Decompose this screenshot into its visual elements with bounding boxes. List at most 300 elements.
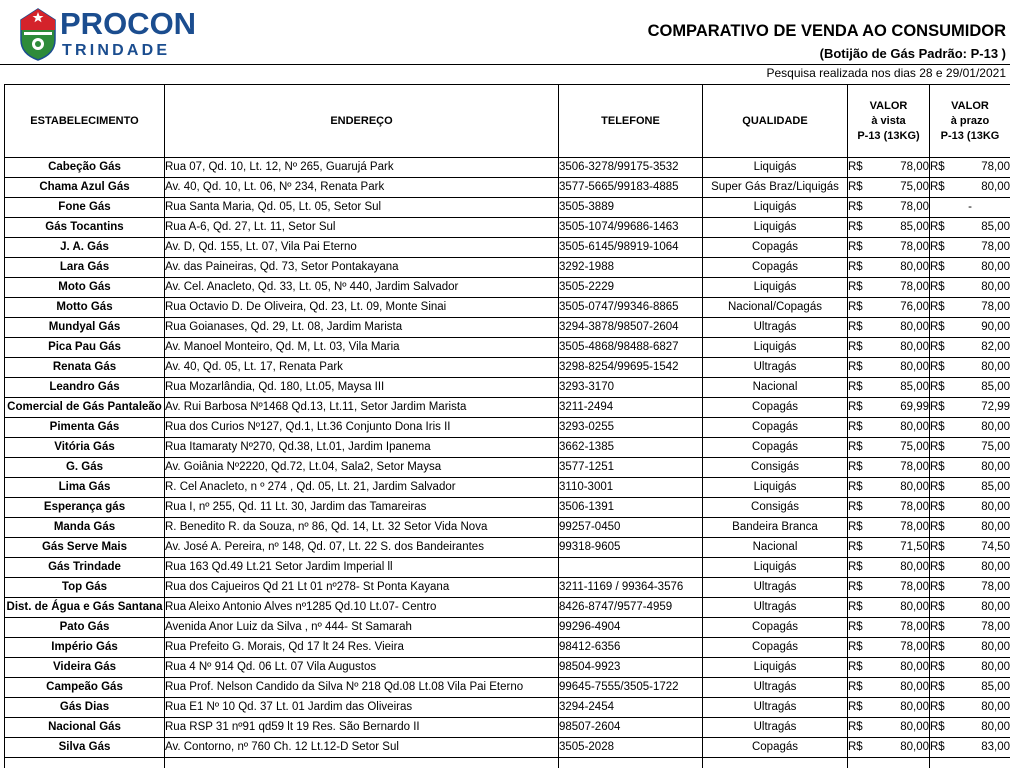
price-amount: 72,99 [981,398,1010,417]
price-value [848,278,929,297]
price-amount: 78,00 [981,578,1010,597]
procon-logo [18,4,178,64]
col-header-vista-line3: P-13 (13KG) [848,129,929,144]
table-row [5,258,1010,278]
cell-estabelecimento: Silva Gás [5,738,165,758]
cell-telefone: 98504-9923 [559,658,703,678]
cell-endereco: Rua 4 Nº 914 Qd. 06 Lt. 07 Vila Augustos [165,658,559,678]
currency-symbol: R$ [930,298,945,317]
price-amount: 80,00 [981,278,1010,297]
cell-estabelecimento: Gás Tocantins [5,218,165,238]
cell-telefone: 8426-8747/9577-4959 [559,598,703,618]
cell-estabelecimento: Cabeção Gás [5,158,165,178]
cell-estabelecimento: Campeão Gás [5,678,165,698]
cell-endereco: Av. Manoel Monteiro, Qd. M, Lt. 03, Vila Maria [165,338,559,358]
price-value [930,678,1010,697]
cell-telefone: 3505-3889 [559,198,703,218]
cell-qualidade: Ultragás [703,598,848,618]
cell-valor-vista [848,658,930,678]
table-row [5,738,1010,758]
currency-symbol: R$ [930,578,945,597]
cell-valor-prazo [930,278,1010,298]
cell-estabelecimento: Nacional Gás [5,718,165,738]
price-amount: 85,00 [981,378,1010,397]
cell-telefone: 3505-2028 [559,738,703,758]
table-row [5,278,1010,298]
price-amount: 90,00 [981,318,1010,337]
currency-symbol: R$ [930,618,945,637]
col-header-prazo-line1: VALOR [930,99,1010,114]
cell-estabelecimento: Manda Gás [5,518,165,538]
cell-endereco: Av. Rui Barbosa Nº1468 Qd.13, Lt.11, Setor Jardim Marista [165,398,559,418]
cell-telefone: 99257-0450 [559,518,703,538]
currency-symbol: R$ [930,598,945,617]
table-row [5,618,1010,638]
page-title: COMPARATIVO DE VENDA AO CONSUMIDOR [648,22,1006,41]
price-amount: 71,50 [900,538,929,557]
price-amount: 80,00 [900,658,929,677]
cell-qualidade: Ultragás [703,318,848,338]
currency-symbol: R$ [848,458,863,477]
currency-symbol: R$ [930,458,945,477]
price-amount: 80,00 [900,418,929,437]
cell-telefone: 3506-3278/99175-3532 [559,158,703,178]
empty-price-dash: - [930,198,1010,217]
currency-symbol: R$ [930,438,945,457]
cell-estabelecimento: Pato Gás [5,618,165,638]
currency-symbol: R$ [930,398,945,417]
cell-valor-prazo [930,358,1010,378]
cell-valor-vista [848,318,930,338]
currency-symbol: R$ [930,278,945,297]
currency-symbol: R$ [930,258,945,277]
cell-endereco: Rua RSP 31 nº91 qd59 lt 19 Res. São Bernardo II [165,718,559,738]
price-amount: 80,00 [981,418,1010,437]
currency-symbol: R$ [848,198,863,217]
cell-valor-prazo [930,378,1010,398]
price-amount: 80,00 [981,558,1010,577]
cell-endereco: R. Cel Anacleto, n º 274 , Qd. 05, Lt. 21, Jardim Salvador [165,478,559,498]
price-value [848,418,929,437]
cell-qualidade: Nacional/Copagás [703,298,848,318]
cell-qualidade: Ultragás [703,718,848,738]
price-amount: 85,00 [900,378,929,397]
table-row [5,638,1010,658]
table-row [5,158,1010,178]
currency-symbol: R$ [930,378,945,397]
price-value [930,738,1010,757]
cell-estabelecimento: Comercial de Gás Pantaleão [5,398,165,418]
price-amount: 80,00 [900,718,929,737]
table-row [5,198,1010,218]
price-amount: 78,00 [900,158,929,177]
col-header-valor-vista [848,85,930,158]
price-amount: 75,00 [900,178,929,197]
currency-symbol: R$ [848,318,863,337]
cell-telefone: 3506-1391 [559,498,703,518]
table-row [5,298,1010,318]
cell-valor-prazo [930,198,1010,218]
cell-valor-prazo [930,458,1010,478]
price-value [848,398,929,417]
cell-valor-vista [848,258,930,278]
price-value [848,638,929,657]
price-value [848,338,929,357]
price-value [848,458,929,477]
price-value [930,558,1010,577]
cell-endereco: Rua dos Cajueiros Qd 21 Lt 01 nº278- St Ponta Kayana [165,578,559,598]
currency-symbol: R$ [930,738,945,757]
cell-qualidade: Liquigás [703,558,848,578]
price-value [848,238,929,257]
currency-symbol: R$ [930,498,945,517]
cell-endereco: Av. José A. Pereira, nº 148, Qd. 07, Lt. 22 S. dos Bandeirantes [165,538,559,558]
cell-valor-vista [848,518,930,538]
currency-symbol: R$ [930,158,945,177]
cell-telefone: 99645-7555/3505-1722 [559,678,703,698]
cell-valor-prazo [930,478,1010,498]
price-amount: 78,00 [981,238,1010,257]
table-row [5,178,1010,198]
cell-estabelecimento: J. A. Gás [5,238,165,258]
table-row [5,238,1010,258]
cell-telefone: 3298-8254/99695-1542 [559,358,703,378]
price-value [930,518,1010,537]
col-header-prazo-line3: P-13 (13KG [930,129,1010,144]
cell-estabelecimento: Dist. de Água e Gás Santana [5,598,165,618]
price-value [848,218,929,237]
price-amount: 78,00 [900,618,929,637]
price-value [848,378,929,397]
page-subtitle: (Botijão de Gás Padrão: P-13 ) [820,46,1006,61]
cell-qualidade: Liquigás [703,658,848,678]
cell-endereco: Av. 40, Qd. 10, Lt. 06, Nº 234, Renata Park [165,178,559,198]
cell-valor-prazo [930,538,1010,558]
cell-qualidade: Copagás [703,258,848,278]
table-row [5,598,1010,618]
price-amount: 78,00 [900,578,929,597]
table-row [5,438,1010,458]
cell-qualidade: Liquigás [703,158,848,178]
currency-symbol: R$ [930,338,945,357]
col-header-valor-prazo [930,85,1010,158]
cell-estabelecimento: Mundyal Gás [5,318,165,338]
price-amount: 78,00 [981,158,1010,177]
cell-valor-prazo [930,258,1010,278]
cell-valor-vista [848,578,930,598]
cell-qualidade: Liquigás [703,218,848,238]
cell-valor-vista [848,718,930,738]
currency-symbol: R$ [848,338,863,357]
price-amount: 80,00 [900,358,929,377]
cell-endereco: Av. Contorno, nº 760 Ch. 12 Lt.12-D Setor Sul [165,738,559,758]
col-header-qualidade: QUALIDADE [703,85,848,158]
price-value [930,718,1010,737]
currency-symbol: R$ [930,698,945,717]
price-value [930,578,1010,597]
price-value [930,638,1010,657]
cell-qualidade: Copagás [703,418,848,438]
currency-symbol: R$ [848,298,863,317]
cell-valor-vista [848,158,930,178]
cell-telefone: 3505-6145/98919-1064 [559,238,703,258]
price-value [930,298,1010,317]
price-value [930,358,1010,377]
cell-estabelecimento: Videira Gás [5,658,165,678]
col-header-prazo-line2: à prazo [930,114,1010,129]
price-amount: 69,99 [900,398,929,417]
price-amount: 80,00 [981,698,1010,717]
cell-endereco: Av. das Paineiras, Qd. 73, Setor Pontakayana [165,258,559,278]
cell-valor-vista [848,678,930,698]
currency-symbol: R$ [930,658,945,677]
cell-endereco: Rua Prefeito G. Morais, Qd 17 lt 24 Res. Vieira [165,638,559,658]
table-row [5,378,1010,398]
cell-valor-vista [848,598,930,618]
cell-telefone: 3505-1074/99686-1463 [559,218,703,238]
price-value [930,618,1010,637]
price-value [930,698,1010,717]
cell-valor-prazo [930,598,1010,618]
col-header-telefone: TELEFONE [559,85,703,158]
cell-valor-prazo [930,178,1010,198]
cell-telefone: 3110-3001 [559,478,703,498]
currency-symbol: R$ [848,158,863,177]
cell-estabelecimento: Fone Gás [5,198,165,218]
price-amount: 80,00 [981,458,1010,477]
cell-estabelecimento: Gás Trindade [5,558,165,578]
currency-symbol: R$ [848,238,863,257]
cell-valor-vista [848,618,930,638]
table-row [5,458,1010,478]
cell-telefone: 3505-2229 [559,278,703,298]
price-amount: 80,00 [900,698,929,717]
cell-valor-prazo [930,338,1010,358]
table-header-row [5,85,1010,158]
currency-symbol: R$ [848,438,863,457]
currency-symbol: R$ [930,178,945,197]
cell-valor-vista [848,478,930,498]
price-value [930,238,1010,257]
cell-valor-vista [848,218,930,238]
price-value [848,318,929,337]
price-value [848,578,929,597]
cell-estabelecimento: Leandro Gás [5,378,165,398]
col-header-vista-line1: VALOR [848,99,929,114]
table-row [5,518,1010,538]
price-amount: 78,00 [900,238,929,257]
table-row [5,658,1010,678]
cell-valor-vista [848,498,930,518]
cell-valor-vista [848,438,930,458]
table-row [5,418,1010,438]
cell-valor-prazo [930,298,1010,318]
cell-qualidade: Nacional [703,378,848,398]
cell-endereco: Rua 07, Qd. 10, Lt. 12, Nº 265, Guarujá Park [165,158,559,178]
price-amount: 85,00 [900,218,929,237]
currency-symbol: R$ [848,218,863,237]
price-value [848,198,929,217]
cell-valor-prazo [930,518,1010,538]
cell-valor-vista [848,178,930,198]
cell-qualidade: Bandeira Branca [703,518,848,538]
cell-valor-vista [848,738,930,758]
cell-estabelecimento: Império Gás [5,638,165,658]
price-amount: 78,00 [981,298,1010,317]
cell-valor-vista [848,398,930,418]
price-value [930,318,1010,337]
price-value [930,398,1010,417]
cell-endereco: Rua Mozarlândia, Qd. 180, Lt.05, Maysa III [165,378,559,398]
price-comparison-table [4,84,1010,768]
cell-qualidade: Ultragás [703,578,848,598]
price-value [930,498,1010,517]
table-row [5,578,1010,598]
cell-qualidade: Super Gás Braz/Liquigás [703,178,848,198]
currency-symbol: R$ [848,538,863,557]
table-row [5,358,1010,378]
currency-symbol: R$ [848,278,863,297]
table-row [5,478,1010,498]
price-value [930,658,1010,677]
cell-endereco: Av. 40, Qd. 05, Lt. 17, Renata Park [165,358,559,378]
price-value [930,538,1010,557]
cell-valor-prazo [930,718,1010,738]
cell-valor-prazo [930,438,1010,458]
cell-endereco: Rua Santa Maria, Qd. 05, Lt. 05, Setor Sul [165,198,559,218]
cell-qualidade: Copagás [703,238,848,258]
cell-estabelecimento: Esperança gás [5,498,165,518]
cell-valor-vista [848,558,930,578]
cell-telefone: 3294-2454 [559,698,703,718]
cell-endereco: Av. Cel. Anacleto, Qd. 33, Lt. 05, Nº 440, Jardim Salvador [165,278,559,298]
currency-symbol: R$ [848,658,863,677]
price-amount: 78,00 [900,458,929,477]
price-value [848,518,929,537]
cell-estabelecimento: Top Gás [5,578,165,598]
cell-endereco: Rua Aleixo Antonio Alves nº1285 Qd.10 Lt.07- Centro [165,598,559,618]
currency-symbol: R$ [848,618,863,637]
cell-qualidade: Consigás [703,458,848,478]
logo-procon-text: PROCON [60,8,196,40]
col-header-estabelecimento: ESTABELECIMENTO [5,85,165,158]
cell-valor-vista [848,458,930,478]
cell-valor-prazo [930,158,1010,178]
cell-valor-prazo [930,418,1010,438]
cell-valor-prazo [930,498,1010,518]
price-value [930,458,1010,477]
cell-valor-prazo [930,678,1010,698]
price-value [930,598,1010,617]
cell-telefone: 3505-4868/98488-6827 [559,338,703,358]
price-amount: 80,00 [900,318,929,337]
currency-symbol: R$ [930,478,945,497]
cell-valor-vista [848,238,930,258]
cell-endereco: Avenida Anor Luiz da Silva , nº 444- St Samarah [165,618,559,638]
logo-trindade-text: TRINDADE [62,42,170,60]
price-amount: 85,00 [981,478,1010,497]
currency-symbol: R$ [848,558,863,577]
cell-qualidade: Copagás [703,638,848,658]
cell-valor-vista [848,538,930,558]
price-value [848,718,929,737]
price-value [848,478,929,497]
price-amount: 80,00 [981,598,1010,617]
price-amount: 78,00 [900,638,929,657]
cell-telefone: 3211-2494 [559,398,703,418]
price-value [930,178,1010,197]
table-row [5,338,1010,358]
cell-qualidade: Liquigás [703,278,848,298]
currency-symbol: R$ [930,638,945,657]
cell-telefone [559,558,703,578]
cell-telefone: 3292-1988 [559,258,703,278]
cell-qualidade: Copagás [703,618,848,638]
price-value [930,158,1010,177]
cell-qualidade: Liquigás [703,338,848,358]
currency-symbol: R$ [848,518,863,537]
price-value [848,178,929,197]
cell-qualidade: Liquigás [703,478,848,498]
currency-symbol: R$ [848,678,863,697]
price-value [848,558,929,577]
price-value [848,158,929,177]
price-value [848,498,929,517]
currency-symbol: R$ [848,698,863,717]
currency-symbol: R$ [848,378,863,397]
currency-symbol: R$ [848,418,863,437]
cell-estabelecimento: Lara Gás [5,258,165,278]
currency-symbol: R$ [930,718,945,737]
price-amount: 74,50 [981,538,1010,557]
price-amount: 82,00 [981,338,1010,357]
currency-symbol: R$ [848,498,863,517]
cell-valor-prazo [930,638,1010,658]
table-row [5,498,1010,518]
table-row [5,718,1010,738]
cell-qualidade: Copagás [703,438,848,458]
cell-qualidade: Nacional [703,538,848,558]
currency-symbol: R$ [930,418,945,437]
currency-symbol: R$ [930,218,945,237]
cell-endereco: Rua Goianases, Qd. 29, Lt. 08, Jardim Marista [165,318,559,338]
price-amount: 80,00 [900,678,929,697]
price-amount: 80,00 [981,658,1010,677]
cell-qualidade: Copagás [703,738,848,758]
col-header-endereco: ENDEREÇO [165,85,559,158]
price-value [930,418,1010,437]
cell-valor-prazo [930,398,1010,418]
price-value [930,378,1010,397]
cell-valor-vista [848,418,930,438]
currency-symbol: R$ [848,738,863,757]
price-value [848,598,929,617]
currency-symbol: R$ [930,358,945,377]
cell-telefone: 99296-4904 [559,618,703,638]
cell-valor-vista [848,338,930,358]
price-amount: 78,00 [900,278,929,297]
price-value [848,738,929,757]
cell-telefone: 3662-1385 [559,438,703,458]
price-value [848,258,929,277]
cell-valor-prazo [930,738,1010,758]
table-row [5,318,1010,338]
price-value [930,478,1010,497]
price-value [930,258,1010,277]
price-amount: 85,00 [981,218,1010,237]
cell-qualidade: Consigás [703,498,848,518]
cell-estabelecimento: Gás Dias [5,698,165,718]
